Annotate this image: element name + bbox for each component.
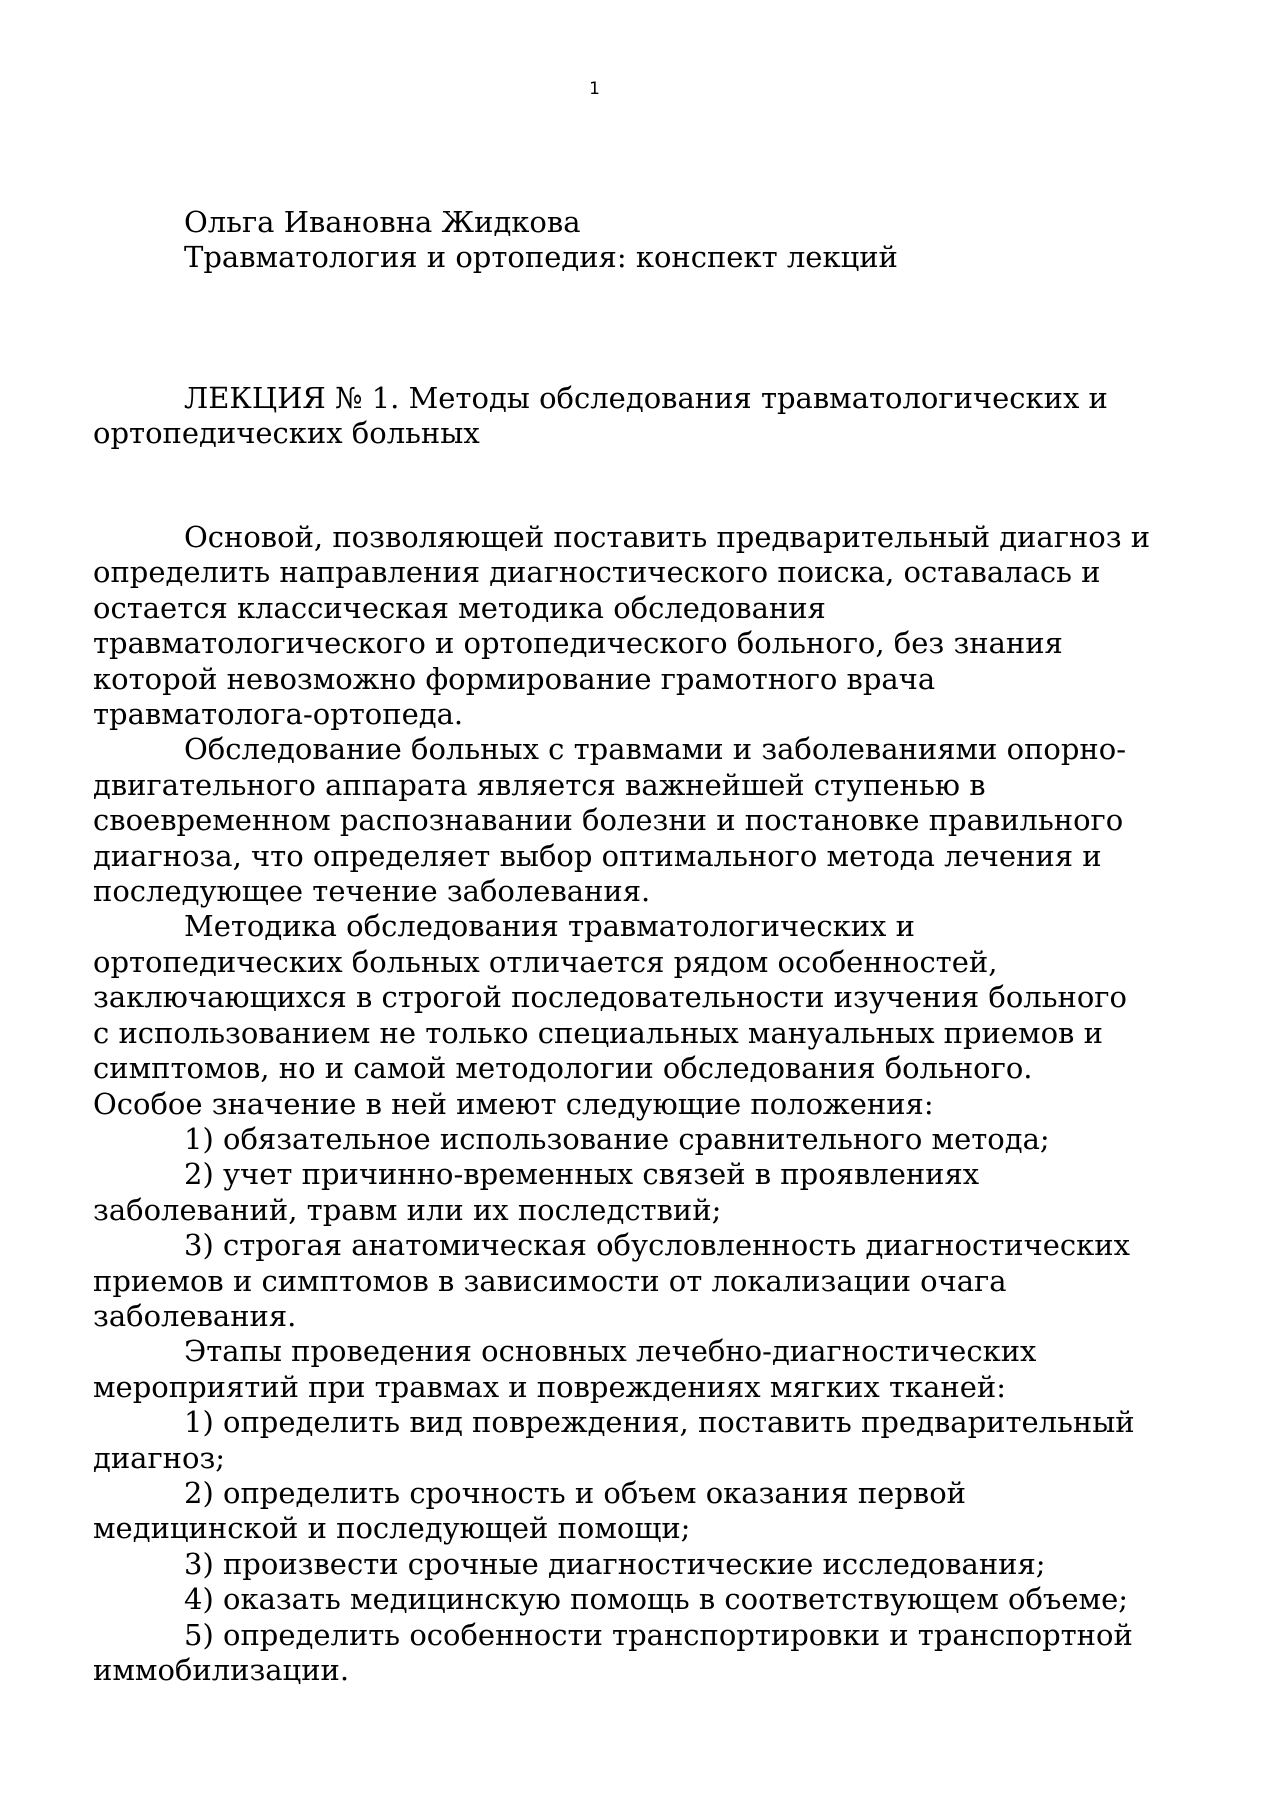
body-text-line: диагноз;	[93, 1440, 226, 1475]
body-text-line: мероприятий при травмах и повреждениях мягких тканей:	[93, 1369, 1006, 1404]
body-text-line: Методика обследования травматологических и	[184, 909, 915, 944]
body-text-line: остается классическая методика обследования	[93, 590, 826, 625]
body-text-line: Обследование больных с травмами и заболеваниями опорно-	[184, 732, 1127, 767]
body-text-line: заболевания.	[93, 1298, 297, 1333]
lecture-heading	[93, 381, 1203, 452]
lecture-heading-line: ЛЕКЦИЯ № 1. Методы обследования травматологических и	[184, 381, 1108, 415]
body-text-line: Этапы проведения основных лечебно-диагностических	[184, 1334, 1037, 1369]
body-text-line: 4) оказать медицинскую помощь в соответствующем объеме;	[184, 1582, 1129, 1617]
body-text-line: 3) строгая анатомическая обусловленность диагностических	[184, 1228, 1130, 1263]
body-text-line: приемов и симптомов в зависимости от локализации очага	[93, 1263, 1007, 1298]
body-text-line: медицинской и последующей помощи;	[93, 1511, 691, 1546]
page-number: 1	[589, 79, 600, 99]
body-text-line: Основой, позволяющей поставить предварительный диагноз и	[184, 520, 1151, 554]
body-text	[93, 520, 1203, 1688]
body-text-line: 3) произвести срочные диагностические исследования;	[184, 1546, 1046, 1581]
body-text-line: ортопедических больных отличается рядом особенностей,	[93, 944, 998, 979]
body-text-line: двигательного аппарата является важнейшей ступенью в	[93, 767, 986, 802]
body-text-line: с использованием не только специальных мануальных приемов и	[93, 1015, 1103, 1050]
body-text-line: заболеваний, травм или их последствий;	[93, 1192, 722, 1227]
lecture-heading-line: ортопедических больных	[93, 416, 480, 451]
body-text-line: иммобилизации.	[93, 1653, 350, 1687]
book-header	[93, 205, 1203, 276]
book-title: Травматология и ортопедия: конспект лекций	[184, 240, 898, 275]
body-text-line: диагноза, что определяет выбор оптимального метода лечения и	[93, 838, 1102, 873]
body-text-line: определить направления диагностического поиска, оставалась и	[93, 555, 1101, 590]
body-text-line: 1) обязательное использование сравнительного метода;	[184, 1121, 1050, 1156]
body-text-line: травматологического и ортопедического больного, без знания	[93, 626, 1063, 661]
body-text-line: заключающихся в строгой последовательности изучения больного	[93, 980, 1127, 1015]
body-text-line: 2) определить срочность и объем оказания первой	[184, 1475, 967, 1510]
body-text-line: своевременном распознавании болезни и постановке правильного	[93, 803, 1124, 838]
body-text-line: 1) определить вид повреждения, поставить предварительный	[184, 1405, 1135, 1440]
body-text-line: Особое значение в ней имеют следующие положения:	[93, 1086, 934, 1121]
body-text-line: симптомов, но и самой методологии обследования больного.	[93, 1051, 1033, 1086]
body-text-line: последующее течение заболевания.	[93, 874, 651, 909]
body-text-line: 2) учет причинно-временных связей в проявлениях	[184, 1157, 980, 1192]
body-text-line: 5) определить особенности транспортировки и транспортной	[184, 1617, 1133, 1652]
body-text-line: травматолога-ортопеда.	[93, 697, 464, 732]
author-name: Ольга Ивановна Жидкова	[184, 205, 581, 239]
body-text-line: которой невозможно формирование грамотного врача	[93, 661, 936, 696]
